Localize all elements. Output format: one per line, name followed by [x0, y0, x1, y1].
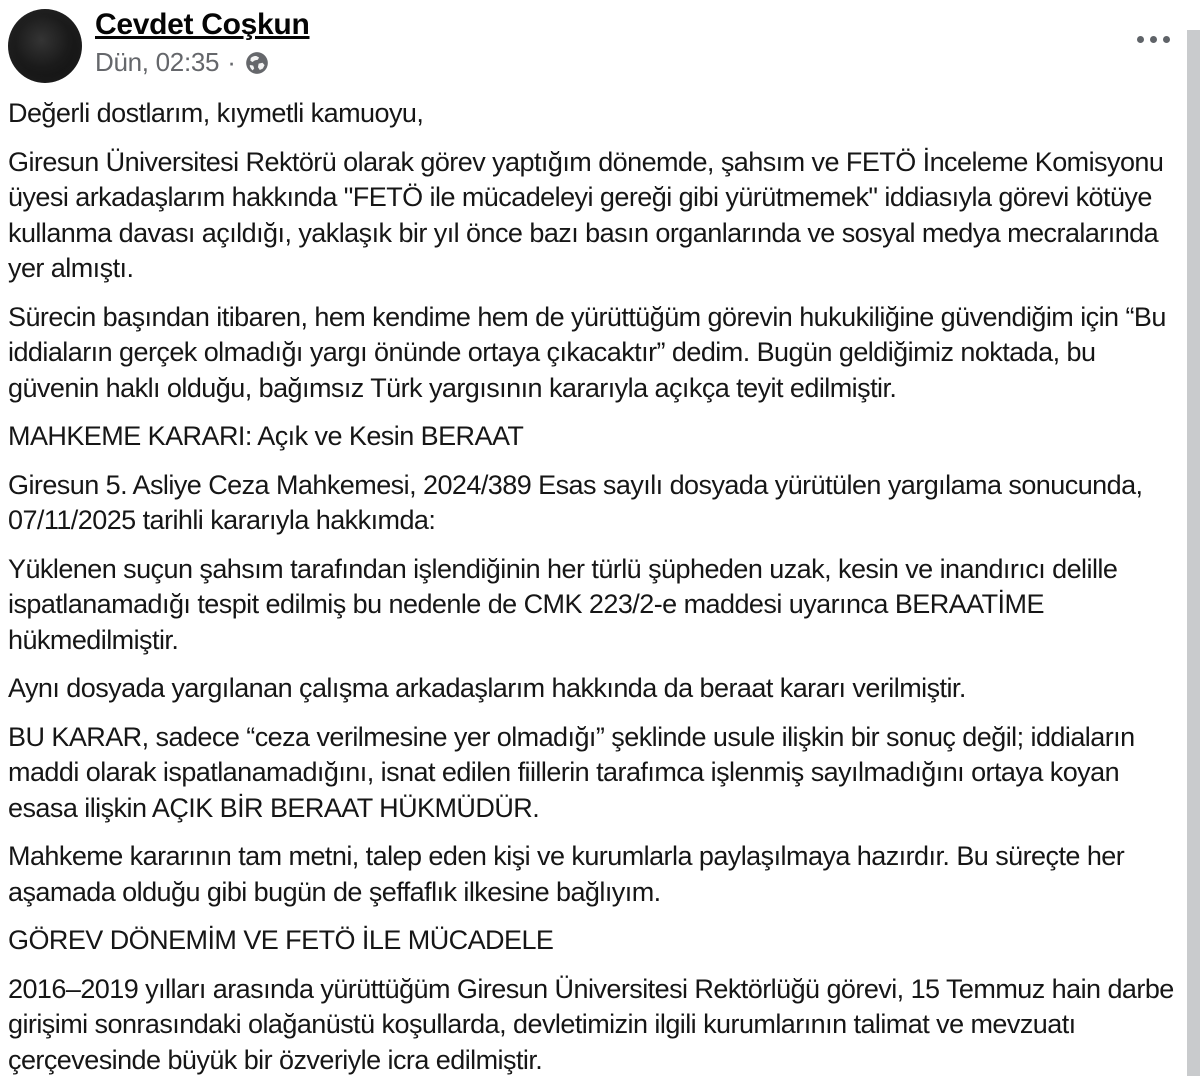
more-options-button[interactable] — [1131, 26, 1176, 53]
post-paragraph: Yüklenen suçun şahsım tarafından işlendiğinin her türlü şüpheden uzak, kesin ve inandırıcı delille ispatlanamadığı tespit edilmiş bu nedenle de CMK 223/2-e maddesi uyarınca BERAATİME hükmedilmiştir. — [8, 552, 1180, 659]
post-paragraph: GÖREV DÖNEMİM VE FETÖ İLE MÜCADELE — [8, 923, 1180, 959]
post-paragraph: BU KARAR, sadece “ceza verilmesine yer olmadığı” şeklinde usule ilişkin bir sonuç değil; iddiaların maddi olarak ispatlanamadığını, isnat edilen fiillerin tarafımca işlenmiş sayılmadığını ortaya koyan esasa ilişkin AÇIK BİR BERAAT HÜKMÜDÜR. — [8, 720, 1180, 827]
ellipsis-icon — [1137, 36, 1144, 43]
post-paragraph: Değerli dostlarım, kıymetli kamuoyu, — [8, 96, 1180, 132]
post-header-text — [95, 5, 309, 78]
author-name-link[interactable]: Cevdet Coşkun — [95, 8, 309, 42]
post-paragraph: Giresun Üniversitesi Rektörü olarak görev yaptığım dönemde, şahsım ve FETÖ İnceleme Komisyonu üyesi arkadaşlarım hakkında "FETÖ ile mücadeleyi gereği gibi yürütmemek" iddiasıyla görevi kötüye kullanma davası açıldığı, yaklaşık bir yıl önce bazı basın organlarında ve sosyal medya mecralarında yer almıştı. — [8, 145, 1180, 287]
meta-separator: · — [227, 47, 235, 78]
scrollbar[interactable] — [1187, 30, 1200, 1076]
post-paragraph: Mahkeme kararının tam metni, talep eden kişi ve kurumlarla paylaşılmaya hazırdır. Bu süreçte her aşamada olduğu gibi bugün de şeffaflık ilkesine bağlıyım. — [8, 839, 1180, 910]
post-meta[interactable] — [95, 47, 309, 78]
post-paragraph: 2016–2019 yılları arasında yürüttüğüm Giresun Üniversitesi Rektörlüğü görevi, 15 Temmuz hain darbe girişimi sonrasındaki olağanüstü koşullarda, devletimizin ilgili kurumlarının talimat ve mevzuatı çerçevesinde büyük bir özveriyle icra edilmiştir. — [8, 972, 1180, 1078]
ellipsis-icon — [1150, 36, 1157, 43]
globe-icon — [244, 50, 270, 76]
post-paragraph: Giresun 5. Asliye Ceza Mahkemesi, 2024/389 Esas sayılı dosyada yürütülen yargılama sonucunda, 07/11/2025 tarihli kararıyla hakkımda: — [8, 468, 1180, 539]
post-paragraph: MAHKEME KARARI: Açık ve Kesin BERAAT — [8, 419, 1180, 455]
post-body — [0, 90, 1200, 1078]
ellipsis-icon — [1163, 36, 1170, 43]
post-paragraph: Aynı dosyada yargılanan çalışma arkadaşlarım hakkında da beraat kararı verilmiştir. — [8, 671, 1180, 707]
post-timestamp[interactable]: Dün, 02:35 — [95, 47, 219, 78]
profile-avatar[interactable] — [8, 9, 82, 83]
post-header — [0, 0, 1200, 90]
post-paragraph: Sürecin başından itibaren, hem kendime hem de yürüttüğüm görevin hukukiliğine güvendiğim için “Bu iddiaların gerçek olmadığı yargı önünde ortaya çıkacaktır” dedim. Bugün geldiğimiz noktada, bu güvenin haklı olduğu, bağımsız Türk yargısının kararıyla açıkça teyit edilmiştir. — [8, 300, 1180, 407]
